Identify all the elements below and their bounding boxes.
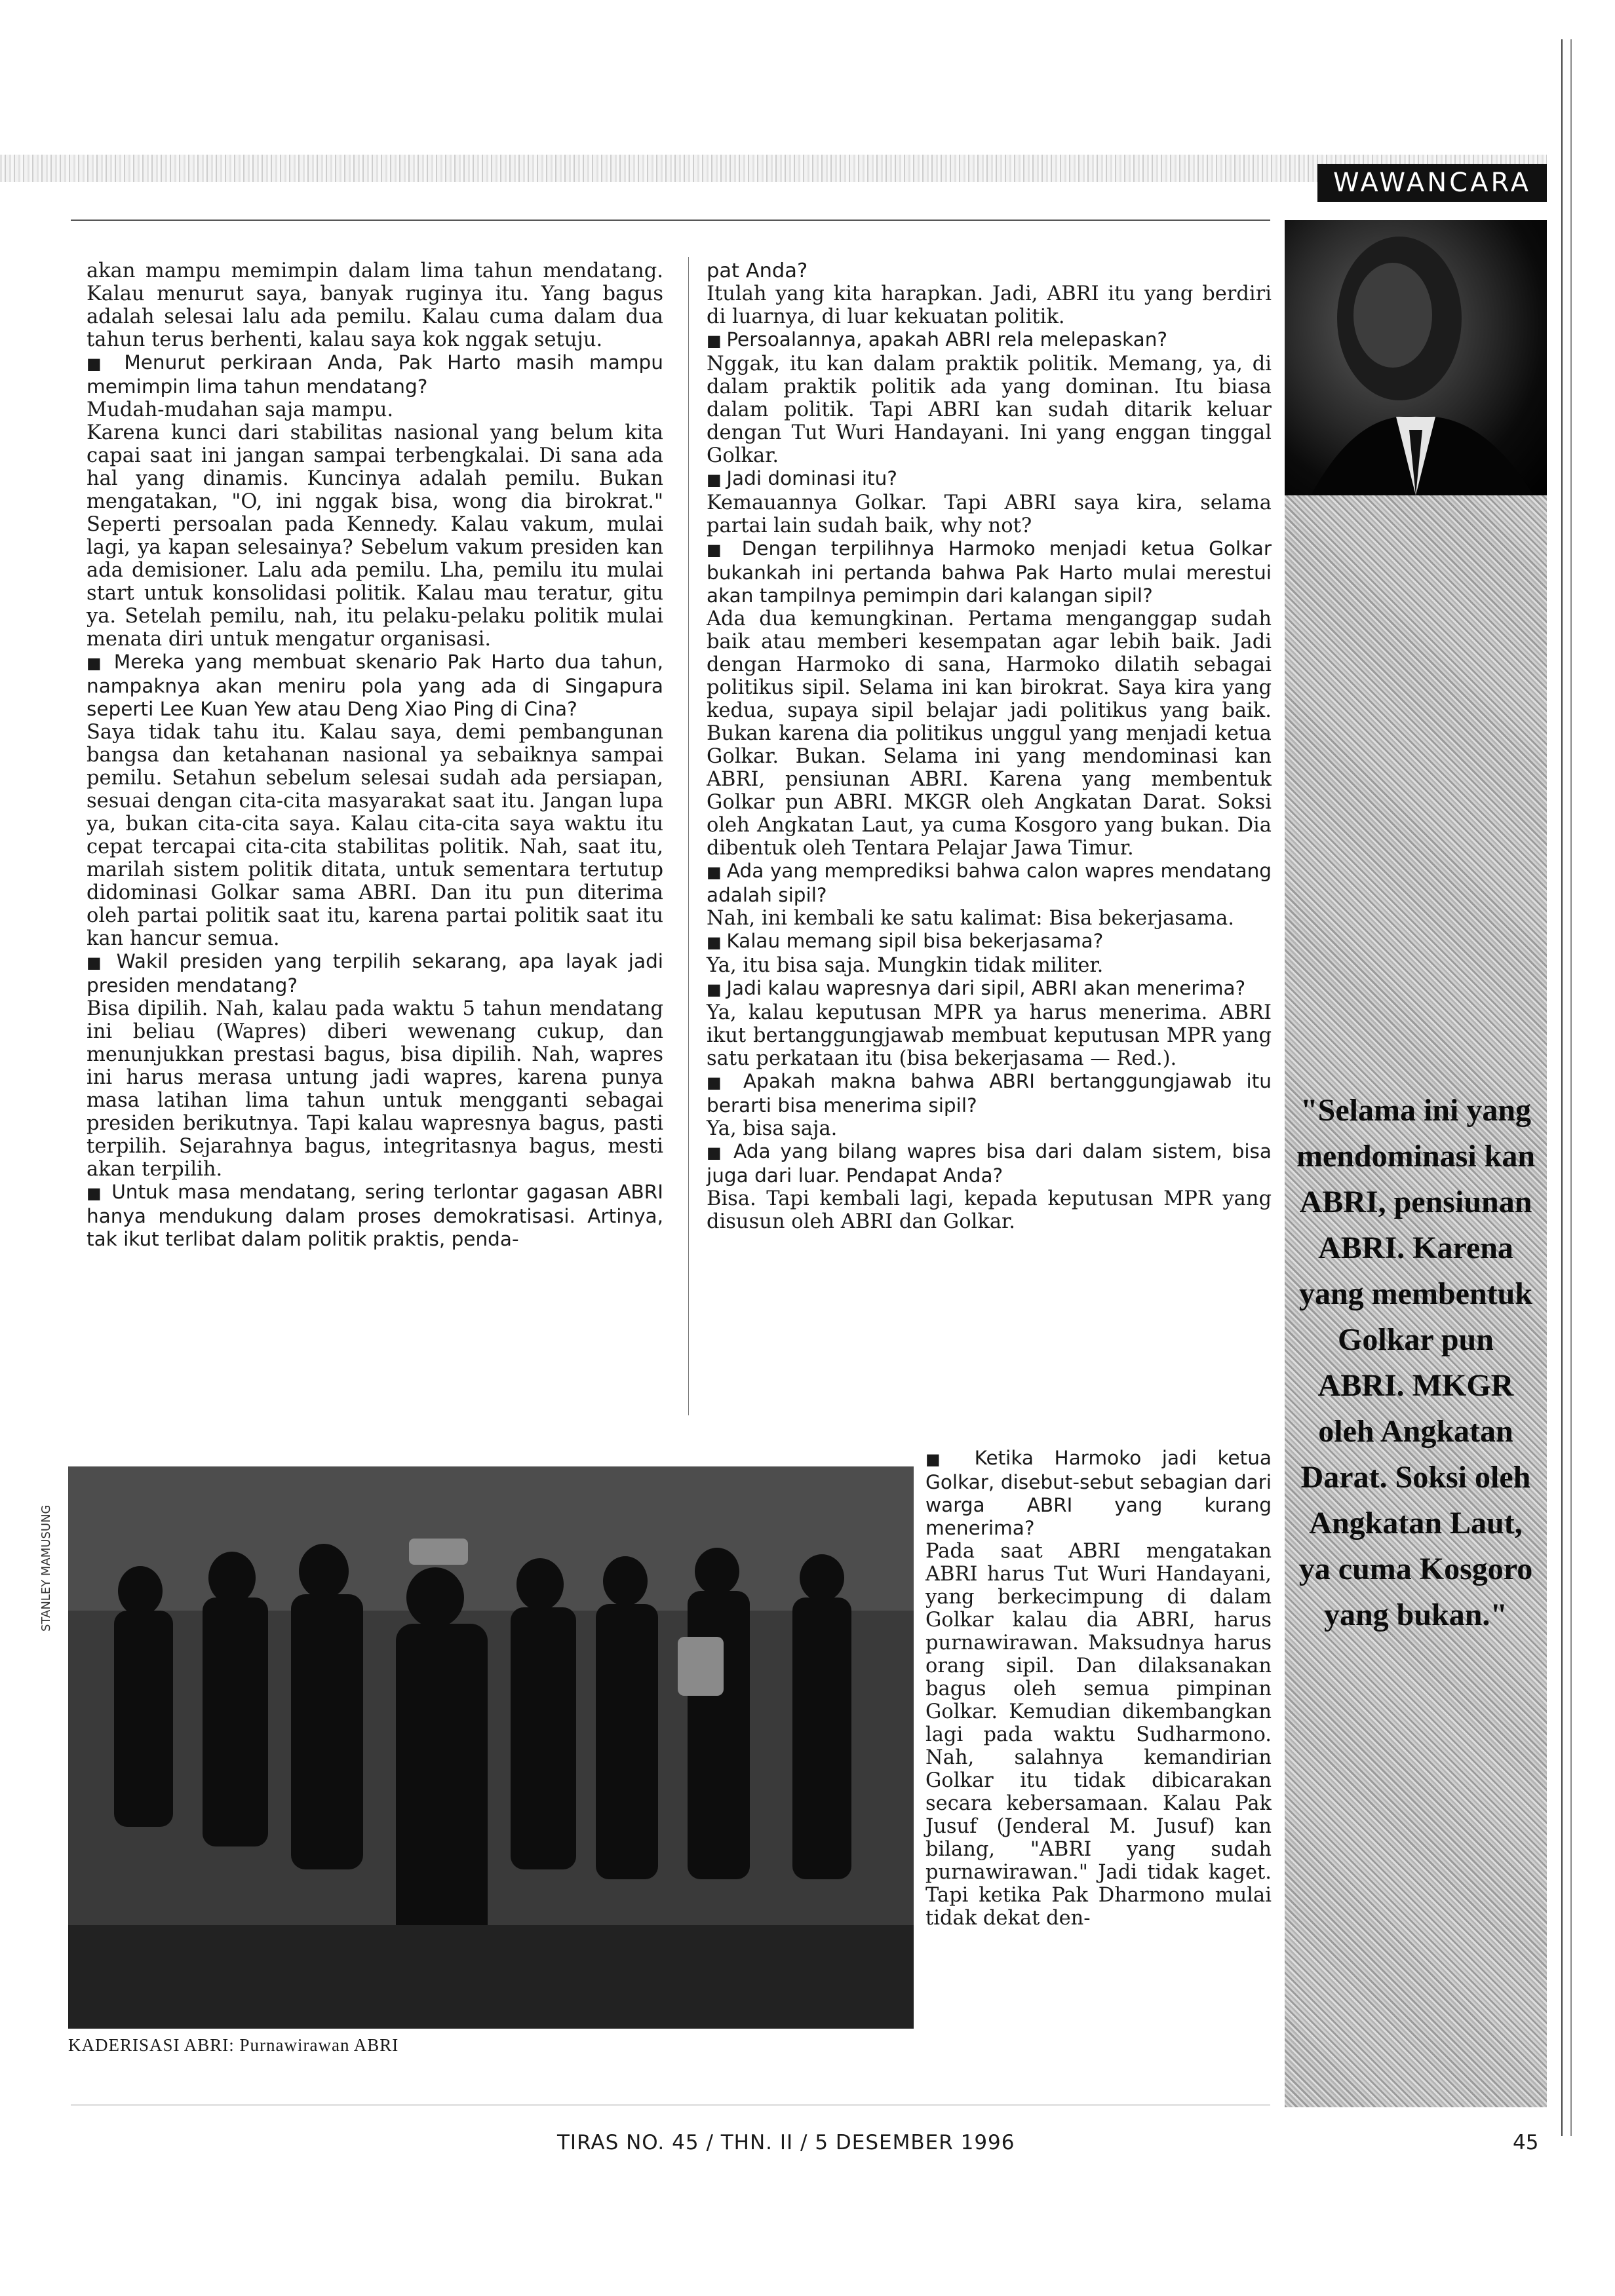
- pull-quote: "Selama ini yang mendominasi kan ABRI, pensiunan ABRI. Karena yang membentuk Golkar pun ABRI. MKGR oleh Angkatan Darat. Soksi oleh Angkatan Laut, ya cuma Kosgoro yang bukan.": [1296, 1093, 1536, 1632]
- answer-paragraph: Mudah-mudahan saja mampu.: [87, 398, 394, 421]
- answer-paragraph: Saya tidak tahu itu. Kalau saya, demi pembangunan bangsa dan ketahanan nasional ya sebaiknya sampai pemilu. Setahun sebelum selesai sudah ada persiapan, sesuai dengan cita-cita masyarakat saat itu. Jangan lupa ya, bukan cita-cita saya. Kalau cita-cita saya waktu itu cepat tercapai cita-cita stabilitas politik. Nah, saat itu, marilah sistem politik ditata, untuk sementara tertutup didominasi Golkar sama ABRI. Dan itu pun diterima oleh partai politik saat itu, karena partai politik saat itu kan hancur semua.: [87, 721, 663, 950]
- question-paragraph: ■ Mereka yang membuat skenario Pak Harto dua tahun, nampaknya akan meniru pola yang ada di Singapura seperti Lee Kuan Yew atau Deng Xiao Ping di Cina?: [87, 651, 663, 721]
- middle-column: [707, 259, 1272, 1233]
- publication-line: TIRAS NO. 45 / THN. II / 5 DESEMBER 1996: [557, 2131, 1015, 2154]
- question-paragraph: ■ Ada yang bilang wapres bisa dari dalam sistem, bisa juga dari luar. Pendapat Anda?: [707, 1140, 1272, 1187]
- portrait-photo: [1285, 220, 1547, 495]
- question-paragraph: ■ Menurut perkiraan Anda, Pak Harto masih mampu memimpin lima tahun mendatang?: [87, 351, 663, 398]
- question-paragraph: ■ Jadi kalau wapresnya dari sipil, ABRI akan menerima?: [707, 977, 1272, 1001]
- right-edge-rule: [1561, 39, 1563, 2136]
- narrow-column: [925, 1447, 1272, 1930]
- answer-paragraph: Ada dua kemungkinan. Pertama menganggap sudah baik atau memberi kesempatan agar lebih baik. Jadi dengan Harmoko di sana, Harmoko dilatih sebagai politikus sipil. Selama ini kan birokrat. Saya kira yang kedua, supaya sipil belajar jadi politikus yang baik. Bukan karena dia politikus unggul yang menjadi ketua Golkar. Bukan. Selama ini yang mendominasi kan ABRI, pensiunan ABRI. Karena yang membentuk Golkar pun ABRI. MKGR oleh Angkatan Darat. Soksi oleh Angkatan Laut, ya cuma Kosgoro yang bukan. Dia dibentuk oleh Tentara Pelajar Jawa Timur.: [707, 607, 1272, 860]
- answer-paragraph: Kemauannya Golkar. Tapi ABRI saya kira, selama partai lain sudah baik, why not?: [707, 491, 1272, 537]
- photo-credit: STANLEY MAMUSUNG: [39, 1504, 53, 1632]
- question-paragraph: ■ Ketika Harmoko jadi ketua Golkar, disebut-sebut sebagian dari warga ABRI yang kurang menerima?: [925, 1447, 1272, 1540]
- header-band: [0, 155, 1547, 182]
- question-paragraph: ■ Wakil presiden yang terpilih sekarang, apa layak jadi presiden mendatang?: [87, 950, 663, 997]
- question-paragraph: ■ Kalau memang sipil bisa bekerjasama?: [707, 930, 1272, 954]
- answer-paragraph: Itulah yang kita harapkan. Jadi, ABRI itu yang berdiri di luarnya, di luar kekuatan politik.: [707, 282, 1272, 328]
- right-edge-rule-2: [1570, 39, 1572, 2136]
- left-column: [87, 259, 663, 1251]
- answer-paragraph: Ya, kalau keputusan MPR ya harus menerima. ABRI ikut bertanggungjawab membuat keputusan MPR yang satu perkataan itu (bisa bekerjasama — Red.).: [707, 1001, 1272, 1070]
- photo-caption: KADERISASI ABRI: Purnawirawan ABRI: [68, 2035, 399, 2055]
- answer-paragraph: Ya, itu bisa saja. Mungkin tidak militer.: [707, 954, 1104, 977]
- photo-soldiers-marching: [68, 1466, 914, 2029]
- top-rule: [71, 220, 1270, 221]
- question-paragraph: ■ Dengan terpilihnya Harmoko menjadi ketua Golkar bukankah ini pertanda bahwa Pak Harto mulai merestui akan tampilnya pemimpin dari kalangan sipil?: [707, 537, 1272, 607]
- section-kicker: WAWANCARA: [1317, 164, 1547, 202]
- question-paragraph: ■ Persoalannya, apakah ABRI rela melepaskan?: [707, 328, 1272, 353]
- page-number: 45: [1513, 2131, 1539, 2154]
- column-divider: [688, 257, 689, 1415]
- question-paragraph: ■ Ada yang memprediksi bahwa calon wapres mendatang adalah sipil?: [707, 860, 1272, 907]
- answer-paragraph: Nggak, itu kan dalam praktik politik. Memang, ya, di dalam praktik politik ada yang dominan. Itu biasa dalam politik. Tapi ABRI kan sudah ditarik keluar dengan Tut Wuri Handayani. Ini yang enggan tinggal Golkar.: [707, 353, 1272, 467]
- answer-paragraph: Ya, bisa saja.: [707, 1117, 838, 1140]
- answer-paragraph: Nah, ini kembali ke satu kalimat: Bisa bekerjasama.: [707, 907, 1234, 930]
- answer-paragraph: Bisa. Tapi kembali lagi, kepada keputusan MPR yang disusun oleh ABRI dan Golkar.: [707, 1187, 1272, 1233]
- question-paragraph: pat Anda?: [707, 259, 808, 282]
- question-paragraph: ■ Untuk masa mendatang, sering terlontar gagasan ABRI hanya mendukung dalam proses demokratisasi. Artinya, tak ikut terlibat dalam politik praktis, penda-: [87, 1181, 663, 1251]
- answer-paragraph: Karena kunci dari stabilitas nasional yang belum kita capai saat ini jangan sampai terbengkalai. Di sana ada hal yang dinamis. Kuncinya adalah pemilu. Bukan mengatakan, "O, ini nggak bisa, wong dia birokrat." Seperti persoalan pada Kennedy. Kalau vakum, mulai lagi, ya kapan selesainya? Sebelum vakum presiden kan ada demisioner. Lalu ada pemilu. Lha, pemilu itu mulai start untuk konsolidasi politik. Kalau mau teratur, gitu ya. Setelah pemilu, nah, itu pelaku-pelaku politik mulai menata diri untuk mengatur organisasi.: [87, 421, 663, 651]
- question-paragraph: ■ Apakah makna bahwa ABRI bertanggungjawab itu berarti bisa menerima sipil?: [707, 1070, 1272, 1117]
- portrait-figure: [1285, 220, 1547, 495]
- news-photo: [68, 1466, 914, 2029]
- answer-paragraph: akan mampu memimpin dalam lima tahun mendatang. Kalau menurut saya, banyak ruginya itu. Yang bagus adalah selesai lalu ada pemilu. Kalau cuma dalam dua tahun terus berhenti, kalau saya kok nggak setuju.: [87, 259, 663, 351]
- answer-paragraph: Pada saat ABRI mengatakan ABRI harus Tut Wuri Handayani, yang berkecimpung di dalam Golkar kalau dia ABRI, harus purnawirawan. Maksudnya harus orang sipil. Dan dilaksanakan bagus oleh semua pimpinan Golkar. Kemudian dikembangkan lagi pada waktu Sudharmono. Nah, salahnya kemandirian Golkar itu tidak dibicarakan secara kebersamaan. Kalau Pak Jusuf (Jenderal M. Jusuf) kan bilang, "ABRI yang sudah purnawirawan." Jadi tidak kaget. Tapi ketika Pak Dharmono mulai tidak dekat den-: [925, 1540, 1272, 1930]
- question-paragraph: ■ Jadi dominasi itu?: [707, 467, 1272, 491]
- answer-paragraph: Bisa dipilih. Nah, kalau pada waktu 5 tahun mendatang ini beliau (Wapres) diberi wewenang cukup, dan menunjukkan prestasi bagus, bisa dipilih. Nah, wapres ini harus merasa untung jadi wapres, karena punya masa latihan lima tahun untuk mengganti sebagai presiden berikutnya. Tapi kalau wapresnya bagus, pasti terpilih. Sejarahnya bagus, integritasnya bagus, mesti akan terpilih.: [87, 997, 663, 1181]
